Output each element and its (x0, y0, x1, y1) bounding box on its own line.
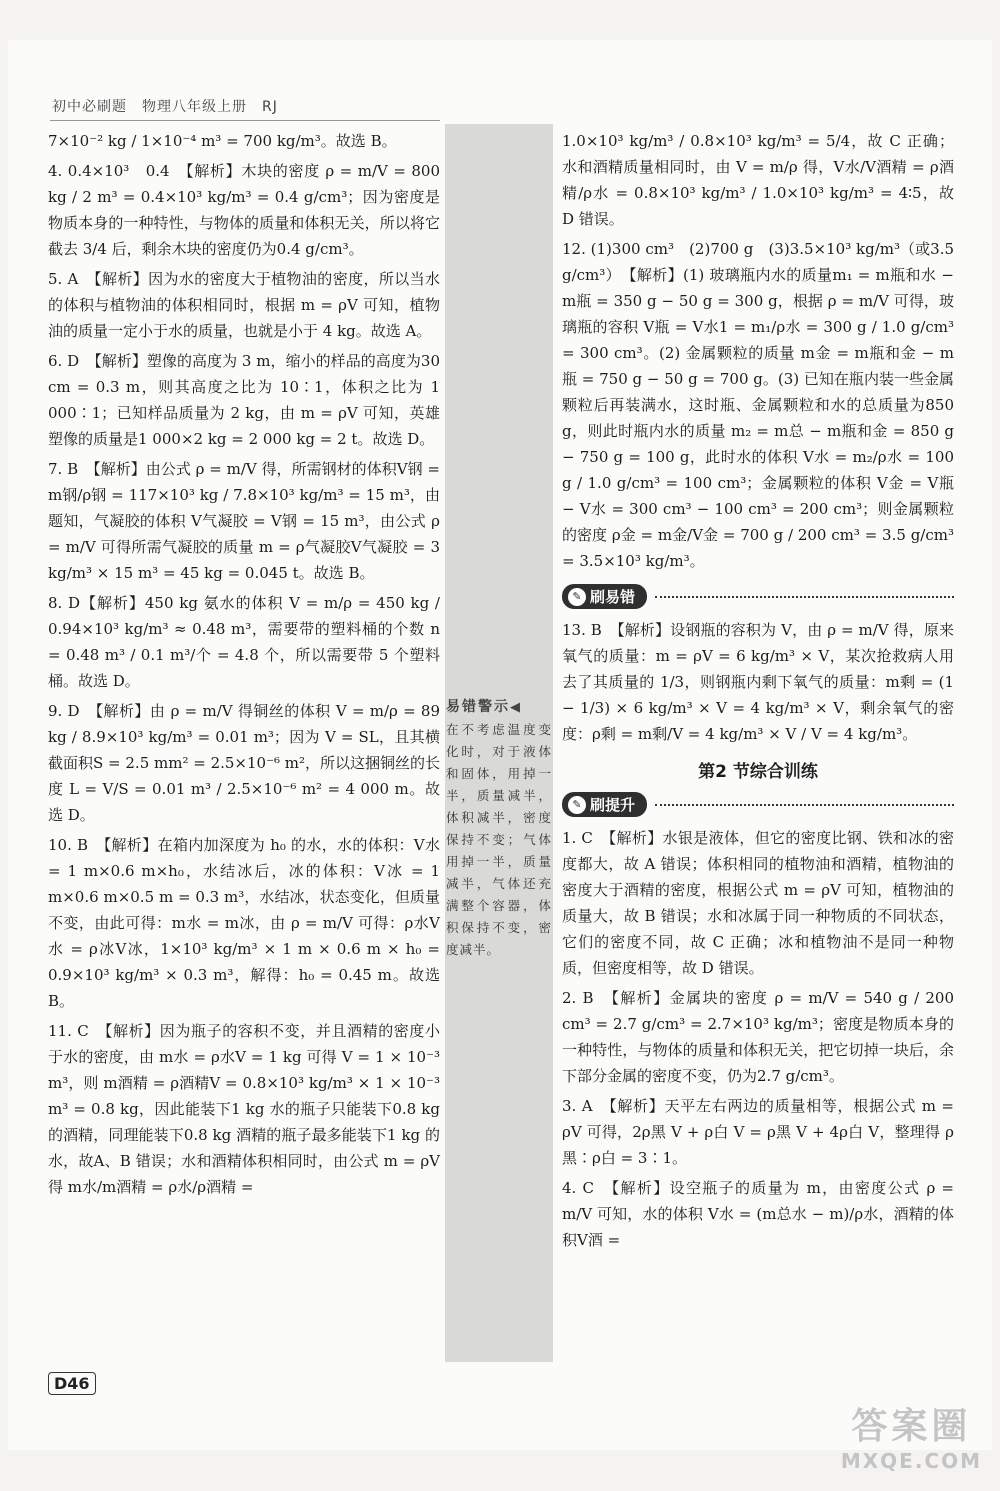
dotted-rule (655, 804, 954, 806)
answer-item: 10. B 【解析】在箱内加深度为 h₀ 的水，水的体积：V水 = 1 m×0.6 m×h₀，水结冰后，冰的体积：V冰 = 1 m×0.6 m×0.5 m = 0.3 m³，水结冰，状态变化，但质量不变，由此可得：m水 = m冰，由 ρ = m/V 可得：ρ水V水 = ρ冰V冰，1×10³ kg/m³ × 1 m × 0.6 m × h₀ = 0.9×10³ kg/m³ × 0.3 m³，解得：h₀ = 0.45 m。故选 B。 (48, 836, 440, 1010)
answer-item: 1.0×10³ kg/m³ / 0.8×10³ kg/m³ = 5/4，故 C 正确；水和酒精质量相同时，由 V = m/ρ 得，V水/V酒精 = ρ酒精/ρ水 = 0.8×10³ kg/m³ / 1.0×10³ kg/m³ = 4∶5，故 D 错误。 (562, 132, 954, 228)
page-number: D46 (48, 1372, 96, 1395)
pencil-icon: ✎ (568, 588, 586, 606)
watermark-site: MXQE.COM (840, 1449, 982, 1473)
header-rule (50, 120, 440, 121)
running-header: 初中必刷题 物理八年级上册 RJ (52, 99, 278, 115)
section-title: 第2 节综合训练 (698, 762, 818, 782)
watermark-logo: 答案圈 (851, 1406, 972, 1447)
section-badge: ✎ 刷提升 (562, 792, 647, 817)
answer-item: 7×10⁻² kg / 1×10⁻⁴ m³ = 700 kg/m³。故选 B。 (48, 132, 397, 150)
section-tag-easy-wrong (562, 584, 954, 609)
dotted-rule (655, 596, 954, 598)
answer-item: 9. D 【解析】由 ρ = m/V 得铜丝的体积 V = m/ρ = 89 kg / 8.9×10³ kg/m³ = 0.01 m³；因为 V = SL，且其横截面积S = 2.5 mm² = 2.5×10⁻⁶ m²，所以这捆铜丝的长度 L = V/S = 0.01 m³ / 2.5×10⁻⁶ m² = 4 000 m。故选 D。 (48, 702, 441, 824)
sidebar-note-title: 易错警示◀ (446, 699, 522, 715)
answer-item: 12. (1)300 cm³ (2)700 g (3)3.5×10³ kg/m³（或3.5 g/cm³） 【解析】(1) 玻璃瓶内水的质量m₁ = m瓶和水 − m瓶 = 350 g − 50 g = 300 g，根据 ρ = m/V 可得，玻璃瓶的容积 V瓶 = V水1 = m₁/ρ水 = 300 g / 1.0 g/cm³ = 300 cm³。(2) 金属颗粒的质量 m金 = m瓶和金 − m瓶 = 750 g − 50 g = 700 g。(3) 已知在瓶内装一些金属颗粒后再装满水，这时瓶、金属颗粒和水的总质量为850 g，则此时瓶内水的质量 m₂ = m总 − m瓶和金 = 850 g − 750 g = 100 g，此时水的体积 V水 = m₂/ρ水 = 100 g / 1.0 g/cm³ = 100 cm³；金属颗粒的体积 V金 = V瓶 − V水 = 300 cm³ − 100 cm³ = 200 cm³；则金属颗粒的密度 ρ金 = m金/V金 = 700 g / 200 cm³ = 3.5 g/cm³ = 3.5×10³ kg/m³。 (562, 240, 954, 570)
sidebar-note (446, 696, 552, 961)
arrow-left-icon: ◀ (510, 700, 522, 715)
answer-item: 13. B 【解析】设钢瓶的容积为 V，由 ρ = m/V 得，原来氧气的质量：m = ρV = 6 kg/m³ × V，某次抢救病人用去了其质量的 1/3，则钢瓶内剩下氧气的质量：m剩 = (1 − 1/3) × 6 kg/m³ × V = 4 kg/m³ × V，剩余氧气的密度：ρ剩 = m剩/V = 4 kg/m³ × V / V = 4 kg/m³。 (562, 621, 954, 743)
answer-item: 8. D【解析】450 kg 氨水的体积 V = m/ρ = 450 kg / 0.94×10³ kg/m³ ≈ 0.48 m³，需要带的塑料桶的个数 n = 0.48 m³ / 0.1 m³/个 = 4.8 个，所以需要带 5 个塑料桶。故选 D。 (48, 594, 440, 690)
watermark (841, 1398, 982, 1473)
sidebar-note-body: 在不考虑温度变化时，对于液体和固体，用掉一半，质量减半，体积减半，密度保持不变；气体用掉一半，质量减半，气体还充满整个容器，体积保持不变，密度减半。 (446, 722, 552, 957)
answer-item: 6. D 【解析】塑像的高度为 3 m，缩小的样品的高度为30 cm = 0.3 m，则其高度之比为 10∶1，体积之比为 1 000∶1；已知样品质量为 2 kg，由 m = ρV 可知，英雄塑像的质量是1 000×2 kg = 2 000 kg = 2 t。故选 D。 (48, 352, 440, 448)
right-column (562, 124, 954, 1253)
answer-item: 5. A 【解析】因为水的密度大于植物油的密度，所以当水的体积与植物油的体积相同时，根据 m = ρV 可知，植物油的质量一定小于水的质量，也就是小于 4 kg。故选 A。 (48, 270, 440, 340)
left-column (48, 124, 440, 1200)
section-tag-improve (562, 792, 954, 817)
answer-item: 3. A 【解析】天平左右两边的质量相等，根据公式 m = ρV 可得，2ρ黑 V + ρ白 V = ρ黑 V + 4ρ白 V，整理得 ρ黑∶ρ白 = 3∶1。 (562, 1097, 954, 1167)
answer-item: 7. B 【解析】由公式 ρ = m/V 得，所需钢材的体积V钢 = m钢/ρ钢 = 117×10³ kg / 7.8×10³ kg/m³ = 15 m³，由题知，气凝胶的体积 V气凝胶 = V钢 = 15 m³，由公式 ρ = m/V 可得所需气凝胶的质量 m = ρ气凝胶V气凝胶 = 3 kg/m³ × 15 m³ = 45 kg = 0.045 t。故选 B。 (48, 460, 440, 582)
answer-item: 1. C 【解析】水银是液体，但它的密度比钢、铁和冰的密度都大，故 A 错误；体积相同的植物油和酒精，植物油的密度大于酒精的密度，根据公式 m = ρV 可知，植物油的质量大，故 B 错误；水和冰属于同一种物质的不同状态，它们的密度不同，故 C 正确；冰和植物油不是同一种物质，但密度相等，故 D 错误。 (562, 829, 954, 977)
answer-item: 4. C 【解析】设空瓶子的质量为 m，由密度公式 ρ = m/V 可知，水的体积 V水 = (m总水 − m)/ρ水，酒精的体积V酒 = (562, 1179, 954, 1249)
answer-item: 2. B 【解析】金属块的密度 ρ = m/V = 540 g / 200 cm³ = 2.7 g/cm³ = 2.7×10³ kg/m³；密度是物质本身的一种特性，与物体的质量和体积无关，把它切掉一块后，余下部分金属的密度不变，仍为2.7 g/cm³。 (562, 989, 954, 1085)
answer-item: 4. 0.4×10³ 0.4 【解析】木块的密度 ρ = m/V = 800 kg / 2 m³ = 0.4×10³ kg/m³ = 0.4 g/cm³；因为密度是物质本身的一种特性，与物体的质量和体积无关，所以将它截去 3/4 后，剩余木块的密度仍为0.4 g/cm³。 (48, 162, 440, 258)
answer-item: 11. C 【解析】因为瓶子的容积不变，并且酒精的密度小于水的密度，由 m水 = ρ水V = 1 kg 可得 V = 1 × 10⁻³ m³，则 m酒精 = ρ酒精V = 0.8×10³ kg/m³ × 1 × 10⁻³ m³ = 0.8 kg，因此能装下1 kg 水的瓶子只能装下0.8 kg 的酒精，同理能装下0.8 kg 酒精的瓶子最多能装下1 kg 的水，故A、B 错误；水和酒精体积相同时，由公式 m = ρV 得 m水/m酒精 = ρ水/ρ酒精 = (48, 1022, 440, 1196)
pencil-icon: ✎ (568, 796, 586, 814)
section-badge: ✎ 刷易错 (562, 584, 647, 609)
